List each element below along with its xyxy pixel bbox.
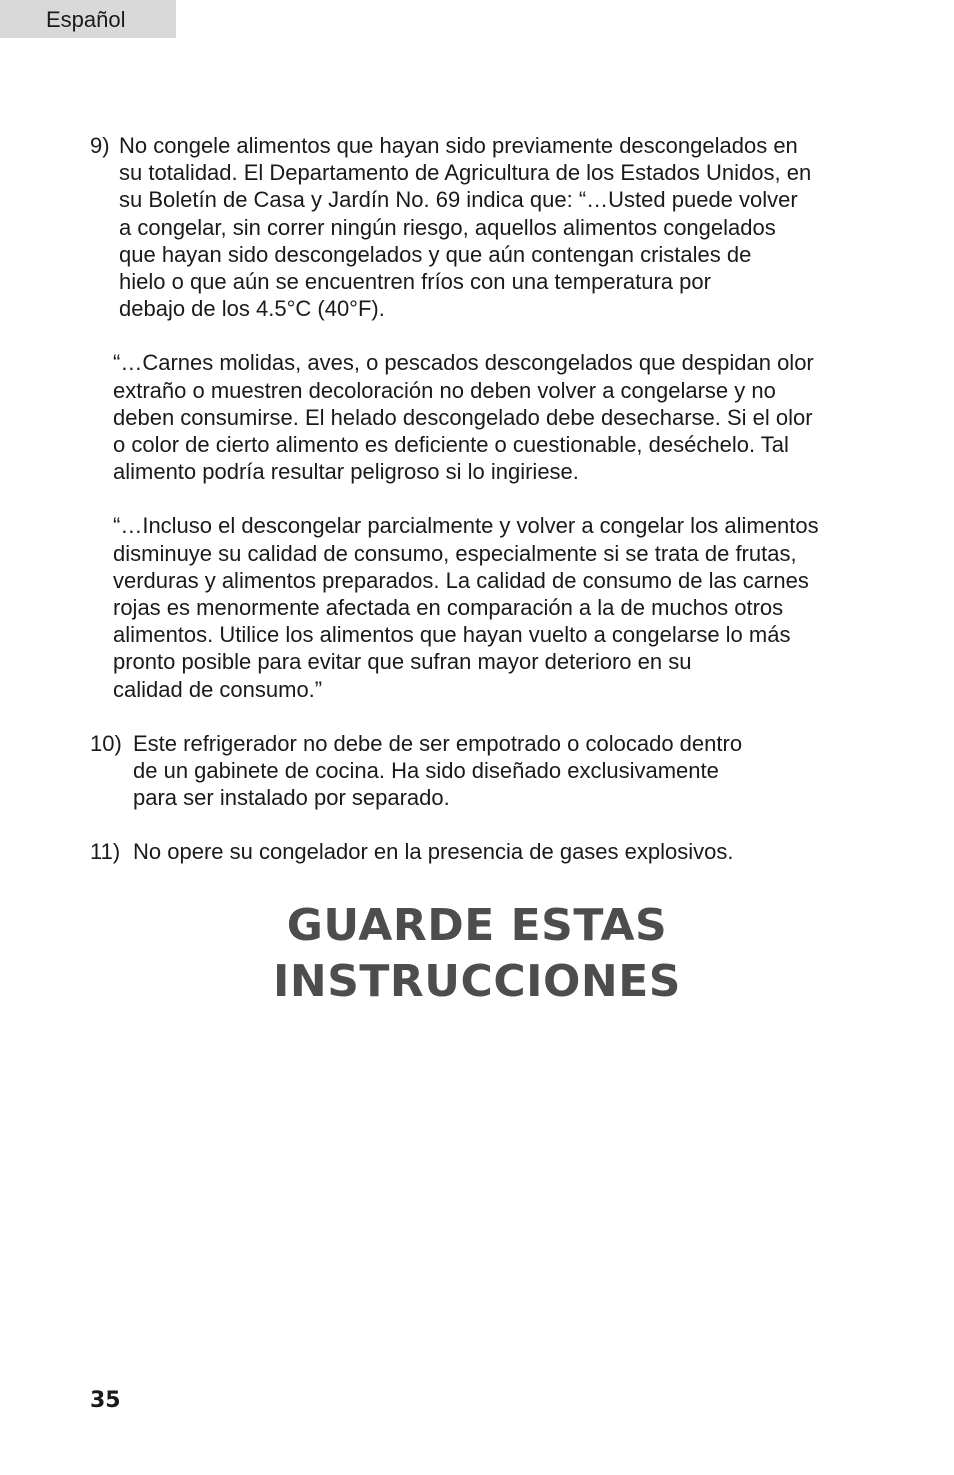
- text-line: que hayan sido descongelados y que aún contengan cristales de: [119, 241, 752, 267]
- headline-line: GUARDE ESTAS: [286, 900, 668, 951]
- page-number: 35: [90, 1388, 121, 1413]
- instructions-list: [90, 132, 880, 893]
- text-line: rojas es menormente afectada en comparación a la de muchos otros: [113, 595, 784, 621]
- text-line: calidad de consumo.”: [113, 676, 323, 702]
- text-line: pronto posible para evitar que sufran mayor deterioro en su: [113, 649, 692, 675]
- instruction-item-11: [90, 838, 880, 865]
- language-tab: Español: [0, 0, 176, 38]
- text-line: a congelar, sin correr ningún riesgo, aquellos alimentos congelados: [119, 214, 776, 240]
- item-text: [133, 730, 880, 812]
- text-line: “…Carnes molidas, aves, o pescados descongelados que despidan olor: [113, 350, 814, 376]
- text-line: su Boletín de Casa y Jardín No. 69 indica que: “…Usted puede volver: [119, 187, 798, 213]
- item-text: [119, 132, 880, 322]
- item-number: 9): [90, 133, 110, 158]
- quote-paragraph-1: [113, 349, 880, 485]
- item-text: [133, 838, 880, 865]
- text-line: “…Incluso el descongelar parcialmente y volver a congelar los alimentos: [113, 513, 819, 539]
- item-number: 10): [90, 730, 122, 756]
- text-line: disminuye su calidad de consumo, especialmente si se trata de frutas,: [113, 540, 797, 566]
- text-line: No opere su congelador en la presencia de gases explosivos.: [133, 839, 734, 865]
- text-line: extraño o muestren decoloración no deben volver a congelarse y no: [113, 377, 776, 403]
- headline-line: INSTRUCCIONES: [273, 956, 681, 1007]
- save-instructions-headline: [0, 898, 954, 1010]
- text-line: debajo de los 4.5°C (40°F).: [119, 296, 385, 322]
- instruction-item-10: [90, 730, 880, 812]
- instruction-item-9: [90, 132, 880, 322]
- text-line: alimento podría resultar peligroso si lo ingiriese.: [113, 459, 579, 485]
- text-line: deben consumirse. El helado descongelado debe desecharse. Si el olor: [113, 404, 813, 430]
- text-line: verduras y alimentos preparados. La calidad de consumo de las carnes: [113, 567, 809, 593]
- text-line: alimentos. Utilice los alimentos que hayan vuelto a congelarse lo más: [113, 622, 791, 648]
- text-line: su totalidad. El Departamento de Agricultura de los Estados Unidos, en: [119, 160, 812, 186]
- text-line: Este refrigerador no debe de ser empotrado o colocado dentro: [133, 730, 743, 756]
- text-line: o color de cierto alimento es deficiente o cuestionable, deséchelo. Tal: [113, 432, 789, 458]
- item-number: 11): [90, 839, 121, 865]
- text-line: para ser instalado por separado.: [133, 785, 450, 811]
- text-line: hielo o que aún se encuentren fríos con una temperatura por: [119, 269, 711, 295]
- quote-paragraph-2: [113, 512, 880, 702]
- text-line: No congele alimentos que hayan sido previamente descongelados en: [119, 133, 798, 158]
- text-line: de un gabinete de cocina. Ha sido diseñado exclusivamente: [133, 758, 719, 784]
